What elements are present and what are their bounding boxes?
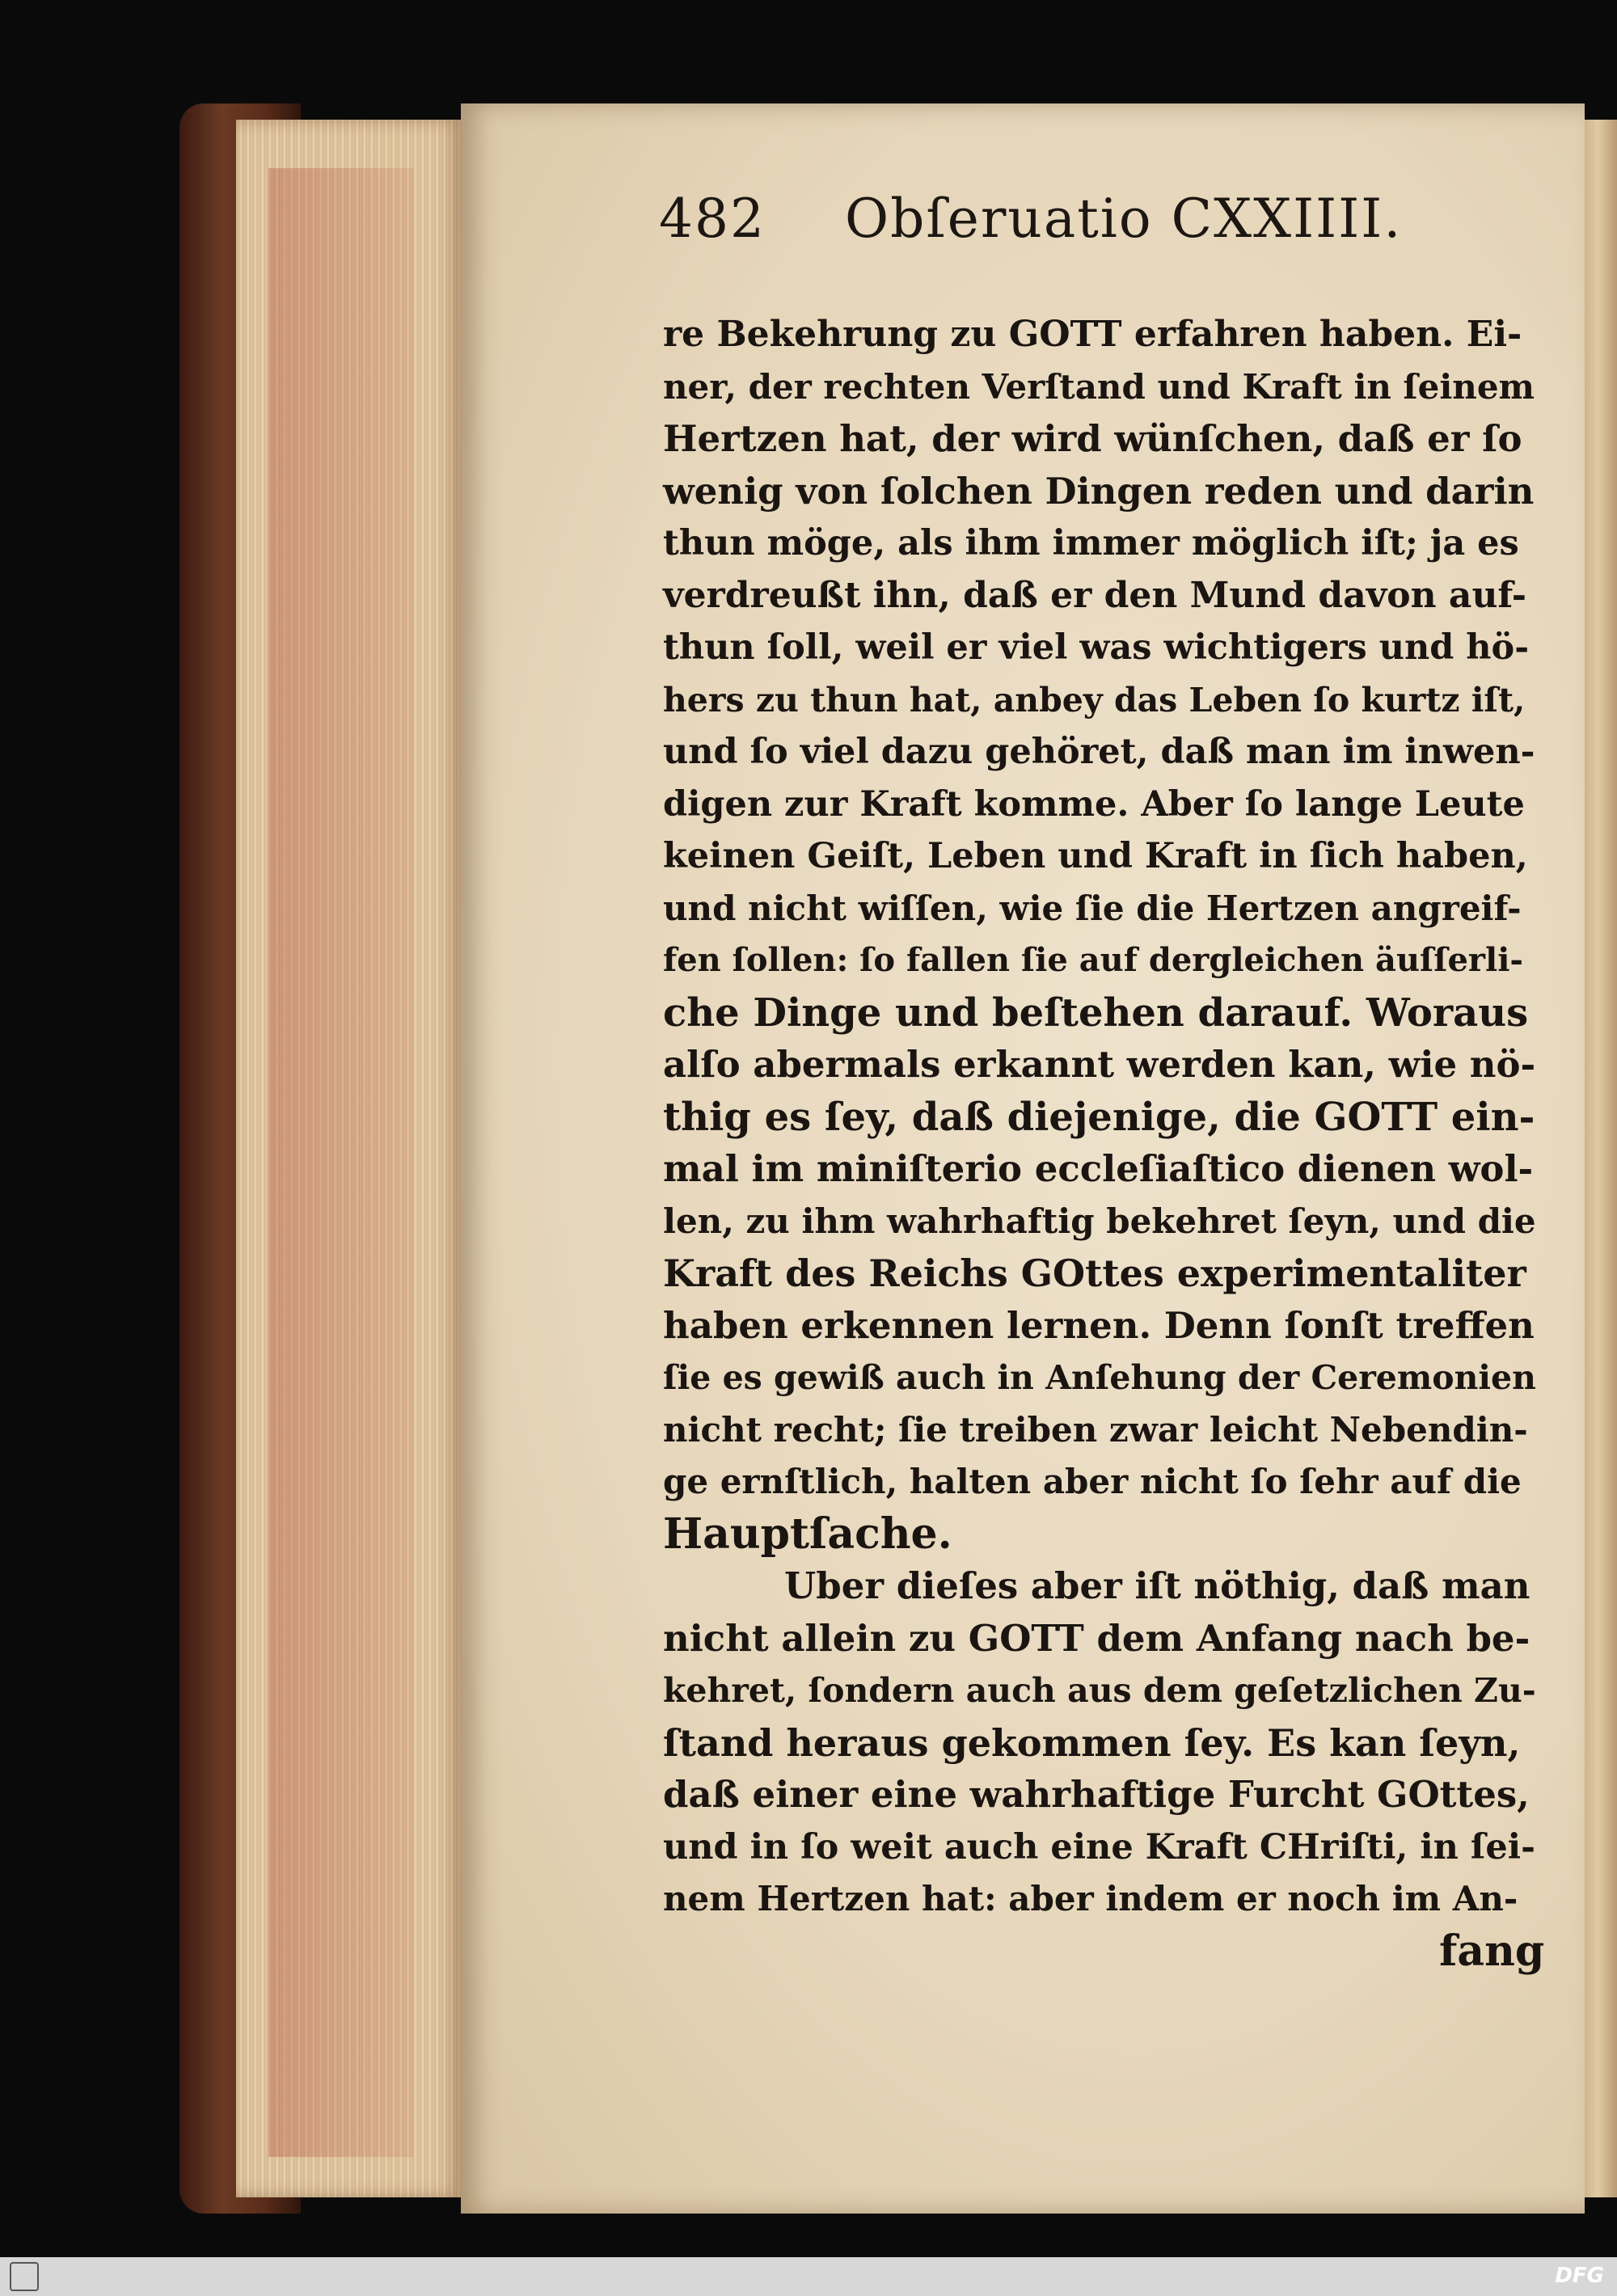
text-line: haben erkennen lernen. Denn ſonſt treffen bbox=[663, 1303, 1535, 1347]
text-line: thig es ſey, daß diejenige, die GOTT ein- bbox=[663, 1094, 1535, 1140]
text-line: re Bekehrung zu GOTT erfahren haben. Ei- bbox=[663, 314, 1522, 355]
facing-page-edge bbox=[1585, 120, 1617, 2197]
text-line: Hertzen hat, der wird wünſchen, daß er ſo bbox=[663, 417, 1522, 460]
text-line: nicht allein zu GOTT dem Anfang nach be- bbox=[663, 1616, 1530, 1660]
catchword: fang bbox=[1439, 1926, 1545, 1976]
text-line: und ſo viel dazu gehöret, daß man im inwen- bbox=[663, 732, 1535, 772]
text-line: fen ſollen: ſo fallen ſie auf dergleichen äuſſerli- bbox=[663, 941, 1523, 979]
text-line: und nicht wiſſen, wie ſie die Hertzen angreif- bbox=[663, 888, 1522, 928]
text-line: nem Hertzen hat: aber indem er noch im An- bbox=[663, 1879, 1518, 1918]
text-line: ge ernſtlich, halten aber nicht ſo ſehr auf die bbox=[663, 1462, 1522, 1501]
text-line: wenig von ſolchen Dingen reden und darin bbox=[663, 469, 1535, 513]
text-line: mal im miniſterio eccleſiaſtico dienen wol- bbox=[663, 1147, 1534, 1190]
text-line: Kraft des Reichs GOttes experimentaliter bbox=[663, 1251, 1526, 1295]
text-line: verdreußt ihn, daß er den Mund davon auf- bbox=[663, 574, 1527, 616]
viewer-footer bbox=[0, 2257, 1617, 2296]
page-body-text bbox=[663, 309, 1545, 1977]
text-line: Uber dieſes aber iſt nöthig, daß man bbox=[784, 1564, 1530, 1607]
text-line: che Dinge und beſtehen darauf. Woraus bbox=[663, 990, 1529, 1036]
library-logo-icon bbox=[10, 2262, 39, 2291]
text-line: keinen Geiſt, Leben und Kraft in ſich haben, bbox=[663, 836, 1528, 876]
text-line: Hauptſache. bbox=[663, 1509, 952, 1559]
text-line: kehret, ſondern auch aus dem geſetzlichen Zu- bbox=[663, 1671, 1536, 1710]
running-head-title: Obſeruatio CXXIIII. bbox=[845, 188, 1403, 250]
running-header bbox=[659, 188, 1508, 260]
page-edges bbox=[236, 120, 461, 2197]
text-line: daß einer eine wahrhaftige Furcht GOttes, bbox=[663, 1773, 1530, 1816]
text-line: thun möge, als ihm immer möglich iſt; ja es bbox=[663, 523, 1519, 563]
text-line: hers zu thun hat, anbey das Leben ſo kurtz iſt, bbox=[663, 680, 1526, 720]
text-line: ſie es gewiß auch in Anſehung der Ceremonien bbox=[663, 1358, 1536, 1397]
text-line: nicht recht; ſie treiben zwar leicht Nebendin- bbox=[663, 1409, 1528, 1450]
text-line: len, zu ihm wahrhaftig bekehret ſeyn, und die bbox=[663, 1201, 1536, 1241]
text-line: ner, der rechten Verſtand und Kraft in ſeinem bbox=[663, 366, 1535, 407]
page-number: 482 bbox=[659, 188, 766, 250]
dfg-logo: DFG bbox=[1555, 2264, 1604, 2288]
text-line: digen zur Kraft komme. Aber ſo lange Leute bbox=[663, 783, 1525, 825]
text-line: thun ſoll, weil er viel was wichtigers und hö- bbox=[663, 627, 1530, 668]
text-line: alſo abermals erkannt werden kan, wie nö- bbox=[663, 1043, 1536, 1086]
text-line: ſtand heraus gekommen ſey. Es kan ſeyn, bbox=[663, 1720, 1521, 1765]
text-line: und in ſo weit auch eine Kraft CHriſti, in ſei- bbox=[663, 1826, 1535, 1868]
